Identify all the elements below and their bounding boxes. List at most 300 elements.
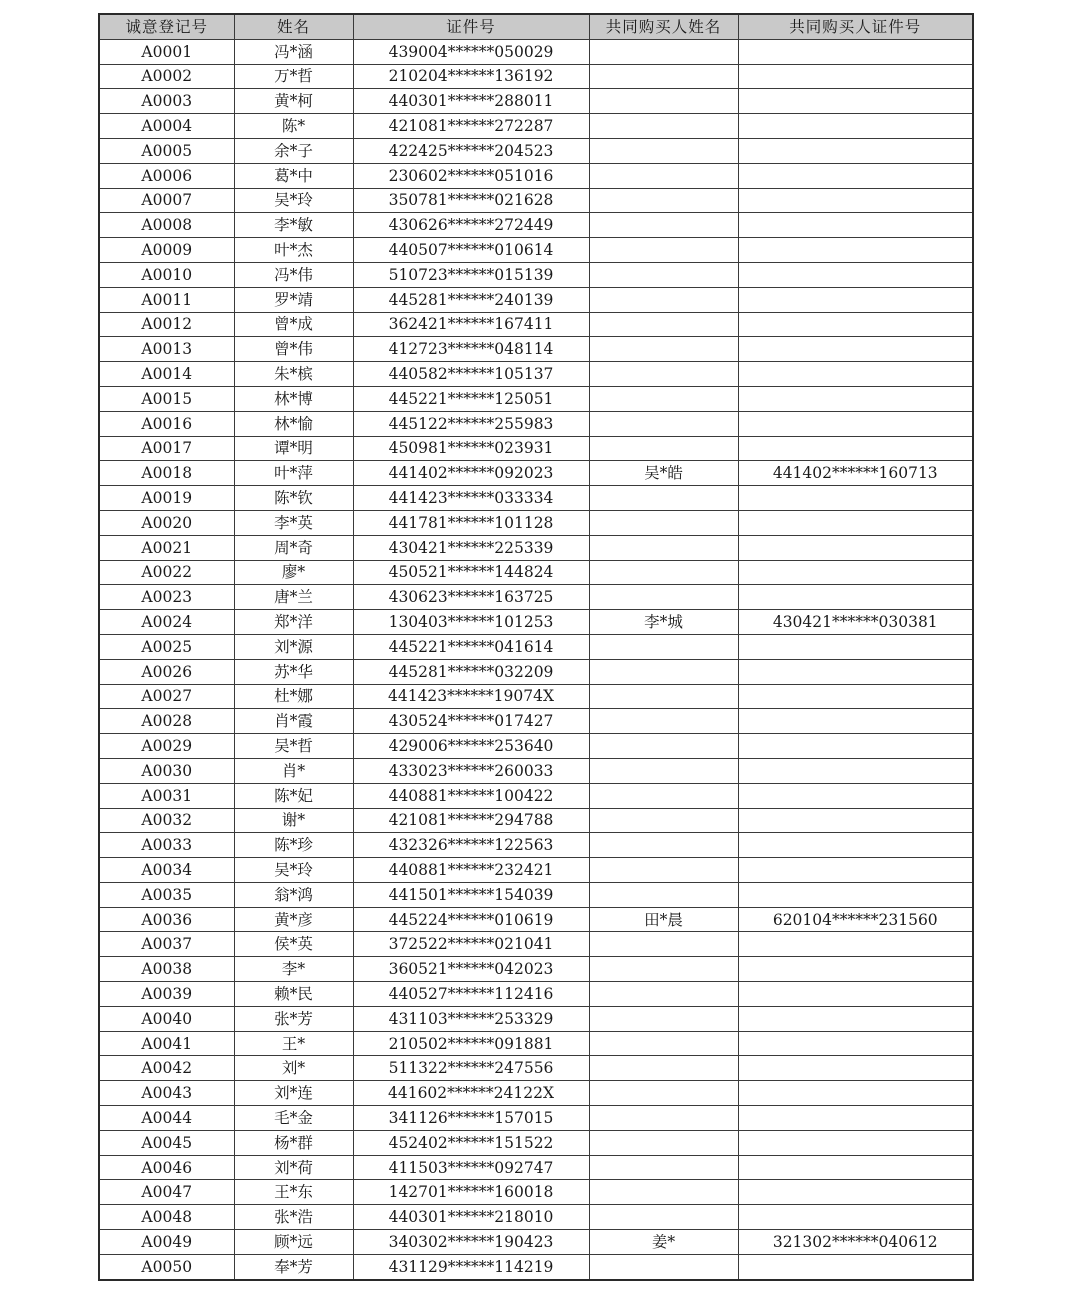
registration-no-cell: A0026 xyxy=(99,659,234,684)
name-cell: 唐*兰 xyxy=(234,585,353,610)
table-row xyxy=(99,833,973,858)
registration-no-cell: A0013 xyxy=(99,337,234,362)
registration-no-cell: A0003 xyxy=(99,89,234,114)
name-cell: 陈*珍 xyxy=(234,833,353,858)
table-row xyxy=(99,362,973,387)
table-row xyxy=(99,932,973,957)
co-buyer-id-cell xyxy=(738,709,973,734)
id-number-cell: 210502******091881 xyxy=(353,1031,589,1056)
co-buyer-id-cell xyxy=(738,89,973,114)
name-cell: 杨*群 xyxy=(234,1130,353,1155)
table-row xyxy=(99,163,973,188)
co-buyer-id-cell xyxy=(738,882,973,907)
co-buyer-name-cell xyxy=(589,1006,738,1031)
co-buyer-id-cell xyxy=(738,1106,973,1131)
name-cell: 陈*妃 xyxy=(234,783,353,808)
co-buyer-id-cell xyxy=(738,833,973,858)
id-number-cell: 440507******010614 xyxy=(353,238,589,263)
co-buyer-name-cell xyxy=(589,312,738,337)
co-buyer-id-cell xyxy=(738,1031,973,1056)
table-row xyxy=(99,1230,973,1255)
name-cell: 李*英 xyxy=(234,510,353,535)
registration-no-cell: A0029 xyxy=(99,734,234,759)
table-body xyxy=(99,39,973,1279)
co-buyer-name-cell xyxy=(589,39,738,64)
co-buyer-name-cell xyxy=(589,758,738,783)
co-buyer-id-cell xyxy=(738,659,973,684)
co-buyer-name-cell xyxy=(589,734,738,759)
registration-no-cell: A0046 xyxy=(99,1155,234,1180)
id-number-cell: 440301******218010 xyxy=(353,1205,589,1230)
id-number-cell: 441402******092023 xyxy=(353,461,589,486)
registration-no-cell: A0001 xyxy=(99,39,234,64)
co-buyer-name-cell xyxy=(589,634,738,659)
id-number-cell: 372522******021041 xyxy=(353,932,589,957)
co-buyer-id-cell: 441402******160713 xyxy=(738,461,973,486)
name-cell: 顾*远 xyxy=(234,1230,353,1255)
id-number-cell: 445221******125051 xyxy=(353,386,589,411)
registration-no-cell: A0041 xyxy=(99,1031,234,1056)
registration-no-cell: A0008 xyxy=(99,213,234,238)
co-buyer-id-cell xyxy=(738,858,973,883)
header-row xyxy=(99,14,973,39)
co-buyer-name-cell xyxy=(589,1180,738,1205)
registration-no-cell: A0012 xyxy=(99,312,234,337)
id-number-cell: 429006******253640 xyxy=(353,734,589,759)
registration-no-cell: A0028 xyxy=(99,709,234,734)
table-row xyxy=(99,957,973,982)
name-cell: 曾*成 xyxy=(234,312,353,337)
co-buyer-id-cell xyxy=(738,932,973,957)
co-buyer-id-cell xyxy=(738,287,973,312)
table-row xyxy=(99,808,973,833)
table-row xyxy=(99,1205,973,1230)
registration-no-cell: A0030 xyxy=(99,758,234,783)
id-number-cell: 445281******240139 xyxy=(353,287,589,312)
registration-no-cell: A0011 xyxy=(99,287,234,312)
co-buyer-id-cell xyxy=(738,734,973,759)
co-buyer-id-cell: 430421******030381 xyxy=(738,610,973,635)
name-cell: 刘*连 xyxy=(234,1081,353,1106)
table-row xyxy=(99,560,973,585)
table-row xyxy=(99,411,973,436)
table-row xyxy=(99,610,973,635)
registration-no-cell: A0034 xyxy=(99,858,234,883)
name-cell: 冯*伟 xyxy=(234,262,353,287)
registration-no-cell: A0035 xyxy=(99,882,234,907)
co-buyer-id-cell xyxy=(738,411,973,436)
id-number-cell: 440881******232421 xyxy=(353,858,589,883)
table-row xyxy=(99,1106,973,1131)
registration-no-cell: A0033 xyxy=(99,833,234,858)
co-buyer-id-cell xyxy=(738,585,973,610)
id-number-cell: 452402******151522 xyxy=(353,1130,589,1155)
co-buyer-name-cell xyxy=(589,982,738,1007)
co-buyer-id-cell xyxy=(738,188,973,213)
name-cell: 张*芳 xyxy=(234,1006,353,1031)
id-number-cell: 411503******092747 xyxy=(353,1155,589,1180)
name-cell: 林*博 xyxy=(234,386,353,411)
co-buyer-id-cell xyxy=(738,1081,973,1106)
name-cell: 张*浩 xyxy=(234,1205,353,1230)
co-buyer-name-cell xyxy=(589,1254,738,1279)
co-buyer-name-cell xyxy=(589,709,738,734)
id-number-cell: 441501******154039 xyxy=(353,882,589,907)
table-row xyxy=(99,634,973,659)
id-number-cell: 350781******021628 xyxy=(353,188,589,213)
co-buyer-id-cell xyxy=(738,1254,973,1279)
table-row xyxy=(99,1006,973,1031)
table-row xyxy=(99,1031,973,1056)
registration-no-cell: A0036 xyxy=(99,907,234,932)
id-number-cell: 441423******19074X xyxy=(353,684,589,709)
id-number-cell: 430626******272449 xyxy=(353,213,589,238)
name-cell: 毛*金 xyxy=(234,1106,353,1131)
id-number-cell: 445221******041614 xyxy=(353,634,589,659)
co-buyer-name-cell xyxy=(589,882,738,907)
co-buyer-name-cell xyxy=(589,932,738,957)
co-buyer-name-cell xyxy=(589,833,738,858)
table-row xyxy=(99,858,973,883)
co-buyer-name-cell xyxy=(589,510,738,535)
co-buyer-name-cell xyxy=(589,858,738,883)
registration-no-cell: A0045 xyxy=(99,1130,234,1155)
name-cell: 林*愉 xyxy=(234,411,353,436)
co-buyer-name-cell xyxy=(589,238,738,263)
name-cell: 叶*杰 xyxy=(234,238,353,263)
co-buyer-id-cell xyxy=(738,982,973,1007)
table-row xyxy=(99,734,973,759)
table-row xyxy=(99,114,973,139)
name-cell: 刘*源 xyxy=(234,634,353,659)
co-buyer-id-cell xyxy=(738,436,973,461)
registration-no-cell: A0005 xyxy=(99,138,234,163)
table-row xyxy=(99,262,973,287)
id-number-cell: 130403******101253 xyxy=(353,610,589,635)
table-row xyxy=(99,982,973,1007)
id-number-cell: 511322******247556 xyxy=(353,1056,589,1081)
co-buyer-name-cell: 吴*皓 xyxy=(589,461,738,486)
co-buyer-id-cell xyxy=(738,386,973,411)
co-buyer-id-cell: 321302******040612 xyxy=(738,1230,973,1255)
registration-no-cell: A0032 xyxy=(99,808,234,833)
table-row xyxy=(99,312,973,337)
registration-no-cell: A0002 xyxy=(99,64,234,89)
co-buyer-name-cell xyxy=(589,1081,738,1106)
co-buyer-id-cell xyxy=(738,783,973,808)
id-number-cell: 450981******023931 xyxy=(353,436,589,461)
name-cell: 杜*娜 xyxy=(234,684,353,709)
registration-no-cell: A0027 xyxy=(99,684,234,709)
name-cell: 赖*民 xyxy=(234,982,353,1007)
registration-no-cell: A0018 xyxy=(99,461,234,486)
co-buyer-name-cell: 田*晨 xyxy=(589,907,738,932)
co-buyer-name-cell: 姜* xyxy=(589,1230,738,1255)
id-number-cell: 340302******190423 xyxy=(353,1230,589,1255)
co-buyer-name-cell xyxy=(589,659,738,684)
table-row xyxy=(99,783,973,808)
co-buyer-id-cell xyxy=(738,238,973,263)
registration-no-cell: A0020 xyxy=(99,510,234,535)
table-row xyxy=(99,1180,973,1205)
header-co-buyer-name: 共同购买人姓名 xyxy=(589,14,738,39)
co-buyer-id-cell xyxy=(738,262,973,287)
registration-no-cell: A0023 xyxy=(99,585,234,610)
co-buyer-name-cell xyxy=(589,783,738,808)
id-number-cell: 362421******167411 xyxy=(353,312,589,337)
registration-table xyxy=(98,13,974,1281)
co-buyer-id-cell xyxy=(738,957,973,982)
table-row xyxy=(99,64,973,89)
table-header xyxy=(99,14,973,39)
name-cell: 谭*明 xyxy=(234,436,353,461)
name-cell: 黄*彦 xyxy=(234,907,353,932)
name-cell: 周*奇 xyxy=(234,535,353,560)
table-row xyxy=(99,758,973,783)
id-number-cell: 439004******050029 xyxy=(353,39,589,64)
id-number-cell: 510723******015139 xyxy=(353,262,589,287)
co-buyer-name-cell xyxy=(589,808,738,833)
id-number-cell: 210204******136192 xyxy=(353,64,589,89)
id-number-cell: 341126******157015 xyxy=(353,1106,589,1131)
id-number-cell: 440527******112416 xyxy=(353,982,589,1007)
registration-no-cell: A0021 xyxy=(99,535,234,560)
id-number-cell: 421081******272287 xyxy=(353,114,589,139)
co-buyer-name-cell xyxy=(589,411,738,436)
co-buyer-id-cell xyxy=(738,114,973,139)
id-number-cell: 441423******033334 xyxy=(353,486,589,511)
registration-no-cell: A0025 xyxy=(99,634,234,659)
co-buyer-id-cell xyxy=(738,1180,973,1205)
co-buyer-id-cell xyxy=(738,510,973,535)
table-row xyxy=(99,238,973,263)
co-buyer-id-cell xyxy=(738,535,973,560)
table-row xyxy=(99,709,973,734)
co-buyer-name-cell xyxy=(589,684,738,709)
registration-no-cell: A0024 xyxy=(99,610,234,635)
table-row xyxy=(99,1130,973,1155)
name-cell: 翁*鸿 xyxy=(234,882,353,907)
registration-no-cell: A0050 xyxy=(99,1254,234,1279)
co-buyer-id-cell xyxy=(738,213,973,238)
co-buyer-name-cell xyxy=(589,585,738,610)
header-co-buyer-id-number: 共同购买人证件号 xyxy=(738,14,973,39)
registration-no-cell: A0043 xyxy=(99,1081,234,1106)
registration-no-cell: A0022 xyxy=(99,560,234,585)
id-number-cell: 440582******105137 xyxy=(353,362,589,387)
id-number-cell: 440881******100422 xyxy=(353,783,589,808)
name-cell: 陈*钦 xyxy=(234,486,353,511)
co-buyer-name-cell xyxy=(589,138,738,163)
name-cell: 李*敏 xyxy=(234,213,353,238)
name-cell: 苏*华 xyxy=(234,659,353,684)
name-cell: 郑*洋 xyxy=(234,610,353,635)
name-cell: 肖*霞 xyxy=(234,709,353,734)
table-row xyxy=(99,659,973,684)
name-cell: 吴*玲 xyxy=(234,858,353,883)
table-row xyxy=(99,188,973,213)
registration-no-cell: A0009 xyxy=(99,238,234,263)
name-cell: 葛*中 xyxy=(234,163,353,188)
co-buyer-id-cell: 620104******231560 xyxy=(738,907,973,932)
name-cell: 廖* xyxy=(234,560,353,585)
name-cell: 侯*英 xyxy=(234,932,353,957)
name-cell: 李* xyxy=(234,957,353,982)
co-buyer-id-cell xyxy=(738,39,973,64)
table-row xyxy=(99,213,973,238)
id-number-cell: 432326******122563 xyxy=(353,833,589,858)
name-cell: 叶*萍 xyxy=(234,461,353,486)
co-buyer-name-cell xyxy=(589,213,738,238)
co-buyer-name-cell xyxy=(589,957,738,982)
table-row xyxy=(99,138,973,163)
registration-no-cell: A0010 xyxy=(99,262,234,287)
co-buyer-name-cell xyxy=(589,535,738,560)
id-number-cell: 422425******204523 xyxy=(353,138,589,163)
co-buyer-id-cell xyxy=(738,486,973,511)
name-cell: 王* xyxy=(234,1031,353,1056)
co-buyer-name-cell xyxy=(589,262,738,287)
name-cell: 万*哲 xyxy=(234,64,353,89)
co-buyer-name-cell xyxy=(589,362,738,387)
table-row xyxy=(99,684,973,709)
registration-no-cell: A0038 xyxy=(99,957,234,982)
name-cell: 陈* xyxy=(234,114,353,139)
co-buyer-id-cell xyxy=(738,1130,973,1155)
table-row xyxy=(99,907,973,932)
co-buyer-name-cell xyxy=(589,386,738,411)
table-row xyxy=(99,486,973,511)
name-cell: 黄*柯 xyxy=(234,89,353,114)
co-buyer-name-cell xyxy=(589,436,738,461)
id-number-cell: 445224******010619 xyxy=(353,907,589,932)
registration-no-cell: A0015 xyxy=(99,386,234,411)
co-buyer-id-cell xyxy=(738,138,973,163)
co-buyer-name-cell xyxy=(589,337,738,362)
id-number-cell: 445281******032209 xyxy=(353,659,589,684)
co-buyer-name-cell xyxy=(589,89,738,114)
name-cell: 肖* xyxy=(234,758,353,783)
table-row xyxy=(99,1081,973,1106)
table-row xyxy=(99,1155,973,1180)
co-buyer-id-cell xyxy=(738,1205,973,1230)
table-row xyxy=(99,535,973,560)
table-row xyxy=(99,1254,973,1279)
id-number-cell: 430524******017427 xyxy=(353,709,589,734)
id-number-cell: 230602******051016 xyxy=(353,163,589,188)
co-buyer-id-cell xyxy=(738,312,973,337)
registration-no-cell: A0007 xyxy=(99,188,234,213)
header-name: 姓名 xyxy=(234,14,353,39)
table-row xyxy=(99,585,973,610)
table-row xyxy=(99,461,973,486)
registration-no-cell: A0049 xyxy=(99,1230,234,1255)
registration-no-cell: A0031 xyxy=(99,783,234,808)
name-cell: 曾*伟 xyxy=(234,337,353,362)
name-cell: 朱*槟 xyxy=(234,362,353,387)
registration-no-cell: A0037 xyxy=(99,932,234,957)
co-buyer-id-cell xyxy=(738,1006,973,1031)
table-row xyxy=(99,436,973,461)
registration-no-cell: A0039 xyxy=(99,982,234,1007)
id-number-cell: 430623******163725 xyxy=(353,585,589,610)
header-registration-no: 诚意登记号 xyxy=(99,14,234,39)
co-buyer-name-cell xyxy=(589,1155,738,1180)
registration-no-cell: A0004 xyxy=(99,114,234,139)
name-cell: 王*东 xyxy=(234,1180,353,1205)
id-number-cell: 421081******294788 xyxy=(353,808,589,833)
co-buyer-name-cell xyxy=(589,486,738,511)
co-buyer-name-cell: 李*城 xyxy=(589,610,738,635)
header-id-number: 证件号 xyxy=(353,14,589,39)
co-buyer-id-cell xyxy=(738,684,973,709)
id-number-cell: 431103******253329 xyxy=(353,1006,589,1031)
table-row xyxy=(99,510,973,535)
table-row xyxy=(99,39,973,64)
name-cell: 谢* xyxy=(234,808,353,833)
id-number-cell: 142701******160018 xyxy=(353,1180,589,1205)
co-buyer-name-cell xyxy=(589,163,738,188)
registration-no-cell: A0017 xyxy=(99,436,234,461)
registration-no-cell: A0047 xyxy=(99,1180,234,1205)
name-cell: 冯*涵 xyxy=(234,39,353,64)
co-buyer-name-cell xyxy=(589,114,738,139)
table-row xyxy=(99,386,973,411)
registration-no-cell: A0006 xyxy=(99,163,234,188)
id-number-cell: 412723******048114 xyxy=(353,337,589,362)
id-number-cell: 360521******042023 xyxy=(353,957,589,982)
table-row xyxy=(99,1056,973,1081)
registration-no-cell: A0042 xyxy=(99,1056,234,1081)
table-row xyxy=(99,882,973,907)
id-number-cell: 430421******225339 xyxy=(353,535,589,560)
co-buyer-id-cell xyxy=(738,163,973,188)
co-buyer-id-cell xyxy=(738,362,973,387)
id-number-cell: 433023******260033 xyxy=(353,758,589,783)
id-number-cell: 441602******24122X xyxy=(353,1081,589,1106)
name-cell: 罗*靖 xyxy=(234,287,353,312)
co-buyer-id-cell xyxy=(738,1056,973,1081)
registration-no-cell: A0016 xyxy=(99,411,234,436)
table-row xyxy=(99,89,973,114)
co-buyer-id-cell xyxy=(738,1155,973,1180)
id-number-cell: 431129******114219 xyxy=(353,1254,589,1279)
co-buyer-name-cell xyxy=(589,1205,738,1230)
table-row xyxy=(99,337,973,362)
registration-no-cell: A0019 xyxy=(99,486,234,511)
table-row xyxy=(99,287,973,312)
id-number-cell: 445122******255983 xyxy=(353,411,589,436)
name-cell: 余*子 xyxy=(234,138,353,163)
co-buyer-name-cell xyxy=(589,1106,738,1131)
co-buyer-id-cell xyxy=(738,808,973,833)
registration-no-cell: A0048 xyxy=(99,1205,234,1230)
registration-no-cell: A0040 xyxy=(99,1006,234,1031)
co-buyer-name-cell xyxy=(589,1056,738,1081)
co-buyer-id-cell xyxy=(738,337,973,362)
co-buyer-name-cell xyxy=(589,1130,738,1155)
co-buyer-name-cell xyxy=(589,188,738,213)
co-buyer-id-cell xyxy=(738,560,973,585)
id-number-cell: 441781******101128 xyxy=(353,510,589,535)
name-cell: 刘*荷 xyxy=(234,1155,353,1180)
co-buyer-name-cell xyxy=(589,1031,738,1056)
co-buyer-id-cell xyxy=(738,758,973,783)
co-buyer-id-cell xyxy=(738,64,973,89)
id-number-cell: 440301******288011 xyxy=(353,89,589,114)
co-buyer-name-cell xyxy=(589,64,738,89)
name-cell: 奉*芳 xyxy=(234,1254,353,1279)
